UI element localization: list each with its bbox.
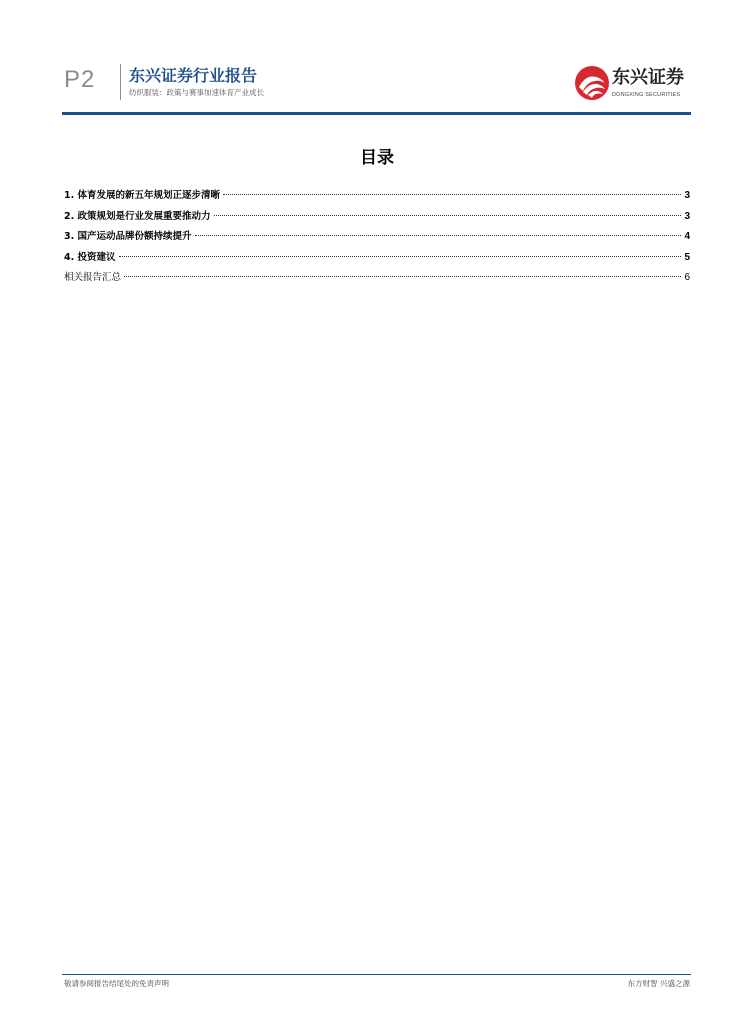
toc-entry-page: 3 [684, 210, 690, 222]
header-rule [62, 112, 691, 115]
footer-disclaimer: 敬请参阅报告结尾处的免责声明 [64, 979, 169, 988]
toc-leader [214, 215, 682, 216]
toc-entry-page: 3 [684, 190, 690, 201]
toc-entry-label: 3. 国产运动品牌份额持续提升 [64, 231, 192, 242]
toc-entry[interactable] [64, 227, 690, 248]
logo-name-cn: 东兴证券 [612, 67, 684, 88]
company-logo [574, 64, 692, 104]
toc-entry-label: 4. 投资建议 [64, 251, 116, 263]
footer-slogan: 东方财智 兴盛之源 [627, 979, 690, 988]
toc-entry[interactable] [64, 207, 690, 228]
toc-entry-page: 6 [684, 272, 690, 283]
logo-name-en: DONGXING SECURITIES [612, 92, 681, 98]
toc-entry[interactable] [64, 268, 690, 289]
toc-leader [195, 235, 682, 236]
toc-entry-label: 相关报告汇总 [64, 272, 122, 283]
toc-entry-page: 4 [684, 231, 690, 242]
report-subtitle: 纺织服装：政策与赛事加速体育产业成长 [129, 88, 264, 97]
toc-entry-page: 5 [684, 251, 690, 263]
logo-mark-icon [574, 65, 610, 101]
footer-rule [62, 974, 691, 975]
toc-entry[interactable] [64, 248, 690, 269]
toc-leader [223, 194, 681, 195]
toc-title: 目录 [360, 148, 394, 168]
toc-entry-label: 1. 体育发展的新五年规划正逐步清晰 [64, 190, 221, 201]
toc-leader [124, 276, 681, 277]
toc-entry[interactable] [64, 186, 690, 207]
toc-leader [119, 256, 682, 257]
toc-entry-label: 2. 政策规划是行业发展重要推动力 [64, 210, 211, 222]
toc-list [64, 186, 690, 289]
header-divider [120, 64, 121, 100]
page-number: P2 [64, 66, 96, 93]
report-type: 东兴证券行业报告 [129, 66, 258, 85]
